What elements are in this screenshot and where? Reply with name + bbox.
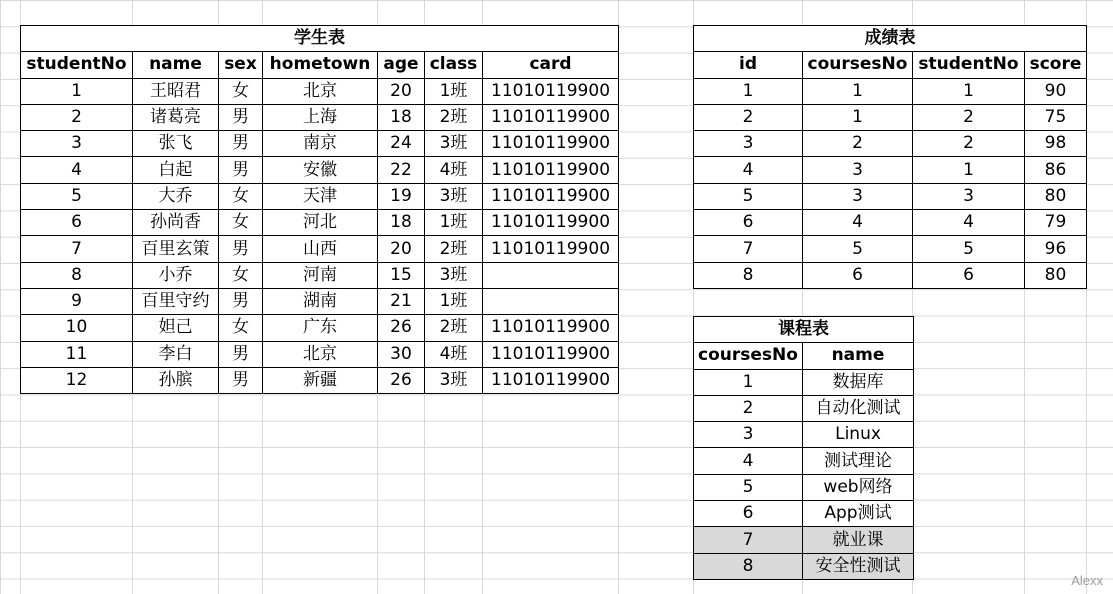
table-cell[interactable]: 11010119900: [483, 315, 619, 341]
table-cell[interactable]: 8: [21, 262, 133, 288]
table-row: [694, 527, 914, 553]
table-cell[interactable]: 7: [694, 236, 803, 262]
table-row: [21, 104, 619, 130]
table-cell[interactable]: 2: [21, 104, 133, 130]
courses-table-body: [694, 317, 914, 580]
table-cell[interactable]: 数据库: [803, 369, 914, 395]
table-row: [694, 369, 914, 395]
table-cell[interactable]: 2: [694, 395, 803, 421]
table-cell[interactable]: 3: [21, 131, 133, 157]
table-cell[interactable]: 4: [694, 157, 803, 183]
column-header: class: [425, 52, 483, 78]
table-cell[interactable]: 山西: [263, 236, 378, 262]
table-cell[interactable]: 20: [378, 236, 425, 262]
table-cell[interactable]: 4: [803, 210, 913, 236]
table-cell[interactable]: 大乔: [133, 183, 219, 209]
table-cell[interactable]: 7: [21, 236, 133, 262]
column-header: card: [483, 52, 619, 78]
table-cell[interactable]: 安全性测试: [803, 553, 914, 579]
table-cell[interactable]: 26: [378, 367, 425, 393]
table-cell[interactable]: 4: [21, 157, 133, 183]
table-cell[interactable]: 21: [378, 288, 425, 314]
table-row: [694, 78, 1087, 104]
table-cell[interactable]: 4: [913, 210, 1025, 236]
table-cell[interactable]: 18: [378, 210, 425, 236]
table-row: [21, 183, 619, 209]
table-cell[interactable]: 妲己: [133, 315, 219, 341]
table-cell[interactable]: 2班: [425, 315, 483, 341]
table-row: [694, 474, 914, 500]
table-cell[interactable]: 11010119900: [483, 236, 619, 262]
scores-title: 成绩表: [694, 26, 1087, 52]
table-cell[interactable]: 30: [378, 341, 425, 367]
table-cell[interactable]: 男: [219, 131, 263, 157]
table-cell[interactable]: 3: [803, 157, 913, 183]
table-cell[interactable]: 96: [1025, 236, 1087, 262]
table-cell[interactable]: 1: [803, 78, 913, 104]
table-cell[interactable]: 11010119900: [483, 341, 619, 367]
table-cell[interactable]: 湖南: [263, 288, 378, 314]
table-cell[interactable]: 1班: [425, 288, 483, 314]
table-cell[interactable]: 白起: [133, 157, 219, 183]
students-title-row: [21, 26, 619, 52]
table-cell[interactable]: 就业课: [803, 527, 914, 553]
table-cell[interactable]: 男: [219, 104, 263, 130]
table-cell[interactable]: 新疆: [263, 367, 378, 393]
table-row: [694, 157, 1087, 183]
students-header-row: [21, 52, 619, 78]
table-cell[interactable]: 8: [694, 262, 803, 288]
table-cell[interactable]: 3: [694, 422, 803, 448]
table-cell[interactable]: 80: [1025, 262, 1087, 288]
table-row: [21, 341, 619, 367]
courses-title-row: [694, 317, 914, 343]
table-row: [694, 104, 1087, 130]
table-cell[interactable]: 75: [1025, 104, 1087, 130]
scores-table-body: [694, 26, 1087, 289]
table-cell[interactable]: 7: [694, 527, 803, 553]
table-cell[interactable]: 张飞: [133, 131, 219, 157]
table-cell[interactable]: 26: [378, 315, 425, 341]
scores-title-row: [694, 26, 1087, 52]
table-cell[interactable]: 安徽: [263, 157, 378, 183]
table-cell[interactable]: 19: [378, 183, 425, 209]
table-cell[interactable]: 百里守约: [133, 288, 219, 314]
table-cell[interactable]: 6: [803, 262, 913, 288]
table-row: [21, 78, 619, 104]
courses-header-row: [694, 343, 914, 369]
table-cell[interactable]: 1: [21, 78, 133, 104]
scores-header-row: [694, 52, 1087, 78]
table-cell[interactable]: 5: [694, 474, 803, 500]
table-cell[interactable]: 11010119900: [483, 367, 619, 393]
table-cell[interactable]: 11010119900: [483, 78, 619, 104]
table-cell[interactable]: 11010119900: [483, 157, 619, 183]
table-cell[interactable]: 女: [219, 262, 263, 288]
table-cell[interactable]: 11010119900: [483, 210, 619, 236]
table-cell[interactable]: 3: [913, 183, 1025, 209]
table-row: [21, 367, 619, 393]
table-row: [694, 448, 914, 474]
table-cell[interactable]: 1: [913, 157, 1025, 183]
table-cell[interactable]: 80: [1025, 183, 1087, 209]
table-cell[interactable]: 2: [803, 131, 913, 157]
column-header: age: [378, 52, 425, 78]
table-cell[interactable]: 20: [378, 78, 425, 104]
table-cell[interactable]: 11010119900: [483, 104, 619, 130]
table-cell[interactable]: 4班: [425, 341, 483, 367]
table-cell[interactable]: 女: [219, 315, 263, 341]
table-cell[interactable]: 9: [21, 288, 133, 314]
table-row: [694, 183, 1087, 209]
table-row: [21, 288, 619, 314]
table-cell[interactable]: 天津: [263, 183, 378, 209]
table-cell[interactable]: 90: [1025, 78, 1087, 104]
table-cell[interactable]: 6: [694, 210, 803, 236]
table-cell[interactable]: 22: [378, 157, 425, 183]
table-row: [694, 553, 914, 579]
table-cell[interactable]: 24: [378, 131, 425, 157]
table-row: [21, 236, 619, 262]
table-cell[interactable]: 6: [694, 501, 803, 527]
table-cell[interactable]: 3班: [425, 183, 483, 209]
table-cell[interactable]: 女: [219, 183, 263, 209]
table-cell[interactable]: web网络: [803, 474, 914, 500]
column-header: score: [1025, 52, 1087, 78]
table-cell[interactable]: 86: [1025, 157, 1087, 183]
table-cell[interactable]: 6: [913, 262, 1025, 288]
table-row: [21, 262, 619, 288]
table-row: [694, 395, 914, 421]
column-header: studentNo: [21, 52, 133, 78]
table-cell[interactable]: 12: [21, 367, 133, 393]
table-cell[interactable]: 女: [219, 78, 263, 104]
table-cell[interactable]: 5: [21, 183, 133, 209]
table-cell[interactable]: 男: [219, 236, 263, 262]
table-cell[interactable]: 广东: [263, 315, 378, 341]
column-header: id: [694, 52, 803, 78]
table-cell[interactable]: 自动化测试: [803, 395, 914, 421]
table-cell[interactable]: [483, 288, 619, 314]
table-cell[interactable]: [483, 262, 619, 288]
table-cell[interactable]: 上海: [263, 104, 378, 130]
table-cell[interactable]: 孙膑: [133, 367, 219, 393]
table-cell[interactable]: 1班: [425, 210, 483, 236]
table-cell[interactable]: 11010119900: [483, 183, 619, 209]
table-cell[interactable]: 李白: [133, 341, 219, 367]
table-cell[interactable]: 河南: [263, 262, 378, 288]
table-cell[interactable]: 男: [219, 367, 263, 393]
table-cell[interactable]: 3班: [425, 131, 483, 157]
table-cell[interactable]: 小乔: [133, 262, 219, 288]
table-row: [694, 501, 914, 527]
table-cell[interactable]: 4班: [425, 157, 483, 183]
table-cell[interactable]: 2: [913, 131, 1025, 157]
table-cell[interactable]: 11: [21, 341, 133, 367]
table-cell[interactable]: 15: [378, 262, 425, 288]
table-cell[interactable]: 5: [913, 236, 1025, 262]
column-header: coursesNo: [803, 52, 913, 78]
table-cell[interactable]: 2: [694, 104, 803, 130]
watermark: Alexx: [1071, 573, 1103, 588]
table-cell[interactable]: 98: [1025, 131, 1087, 157]
table-row: [694, 236, 1087, 262]
table-cell[interactable]: 2: [913, 104, 1025, 130]
table-row: [21, 210, 619, 236]
table-cell[interactable]: 6: [21, 210, 133, 236]
table-row: [694, 210, 1087, 236]
table-cell[interactable]: 南京: [263, 131, 378, 157]
students-table: [20, 25, 619, 394]
table-cell[interactable]: 1: [694, 78, 803, 104]
table-row: [21, 131, 619, 157]
table-cell[interactable]: 1: [803, 104, 913, 130]
table-cell[interactable]: 1班: [425, 78, 483, 104]
table-cell[interactable]: 男: [219, 157, 263, 183]
table-cell[interactable]: 10: [21, 315, 133, 341]
table-row: [694, 262, 1087, 288]
table-row: [21, 157, 619, 183]
table-row: [694, 131, 1087, 157]
table-cell[interactable]: 1: [694, 369, 803, 395]
table-cell[interactable]: 诸葛亮: [133, 104, 219, 130]
table-row: [694, 422, 914, 448]
column-header: studentNo: [913, 52, 1025, 78]
column-header: name: [133, 52, 219, 78]
students-table-body: [21, 26, 619, 394]
courses-title: 课程表: [694, 317, 914, 343]
table-cell[interactable]: 3班: [425, 262, 483, 288]
table-cell[interactable]: App测试: [803, 501, 914, 527]
column-header: hometown: [263, 52, 378, 78]
table-cell[interactable]: 4: [694, 448, 803, 474]
table-row: [21, 315, 619, 341]
table-cell[interactable]: 北京: [263, 341, 378, 367]
table-cell[interactable]: 男: [219, 341, 263, 367]
table-cell[interactable]: 2班: [425, 104, 483, 130]
table-cell[interactable]: 测试理论: [803, 448, 914, 474]
table-cell[interactable]: 3: [803, 183, 913, 209]
table-cell[interactable]: 18: [378, 104, 425, 130]
column-header: sex: [219, 52, 263, 78]
table-cell[interactable]: 8: [694, 553, 803, 579]
column-header: coursesNo: [694, 343, 803, 369]
table-cell[interactable]: 北京: [263, 78, 378, 104]
table-cell[interactable]: 百里玄策: [133, 236, 219, 262]
table-cell[interactable]: Linux: [803, 422, 914, 448]
table-cell[interactable]: 3班: [425, 367, 483, 393]
table-cell[interactable]: 79: [1025, 210, 1087, 236]
table-cell[interactable]: 11010119900: [483, 131, 619, 157]
table-cell[interactable]: 男: [219, 288, 263, 314]
table-cell[interactable]: 5: [803, 236, 913, 262]
table-cell[interactable]: 2班: [425, 236, 483, 262]
table-cell[interactable]: 5: [694, 183, 803, 209]
table-cell[interactable]: 河北: [263, 210, 378, 236]
students-title: 学生表: [21, 26, 619, 52]
table-cell[interactable]: 孙尚香: [133, 210, 219, 236]
column-header: name: [803, 343, 914, 369]
courses-table: [693, 316, 914, 580]
table-cell[interactable]: 3: [694, 131, 803, 157]
table-cell[interactable]: 王昭君: [133, 78, 219, 104]
table-cell[interactable]: 女: [219, 210, 263, 236]
table-cell[interactable]: 1: [913, 78, 1025, 104]
scores-table: [693, 25, 1087, 289]
